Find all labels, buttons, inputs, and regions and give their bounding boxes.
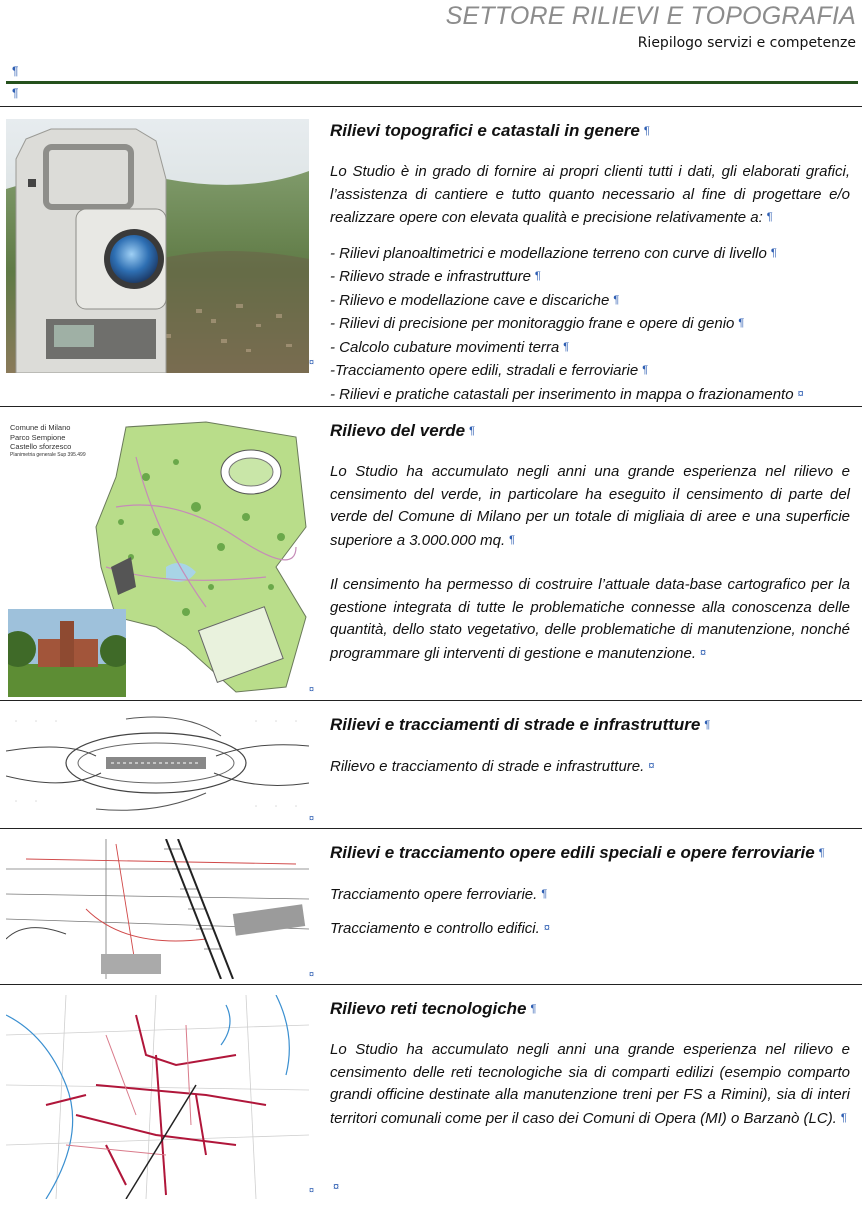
list-item: -Tracciamento opere edili, stradali e ferroviarie ¶ bbox=[330, 362, 649, 379]
section-paragraph: Lo Studio ha accumulato negli anni una grande esperienza nel rilievo e censimento delle reti tecnologiche sia di comparti edilizi (esempio comparto grandi officine destinate alla manutenzione treni per FS a Rimini), sia di interi territori comunali come per il caso dei Comuni di Opera (MI) o Barzanò (LC). ¶ bbox=[330, 1041, 850, 1127]
map-caption: Comune di Milano Parco Sempione Castello sforzesco Planimetria generale Sup 395.499 bbox=[10, 423, 86, 458]
section-row-networks bbox=[0, 984, 862, 1211]
section-text bbox=[330, 713, 850, 791]
cell-end-mark: ¤ bbox=[309, 969, 315, 979]
cell-end-mark: ¤ bbox=[309, 684, 315, 694]
road-drawing bbox=[6, 711, 309, 815]
section-paragraph: Lo Studio è in grado di fornire ai propri clienti tutti i dati, gli elaborati grafici, l’assistenza di cantiere e tutto quanto necessario al fine di progettare e/o realizzare opere con elevata qualità e precisione relativamente a: ¶ bbox=[330, 163, 850, 226]
cell-end-mark: ¤ bbox=[309, 1185, 315, 1195]
list-item: - Rilievo e modellazione cave e discariche ¶ bbox=[330, 291, 620, 309]
section-title: Rilievi topografici e catastali in genere ¶ bbox=[330, 121, 650, 140]
section-text bbox=[330, 419, 850, 677]
section-row-survey bbox=[0, 106, 862, 407]
list-item: - Rilievi di precisione per monitoraggio frane e opere di genio ¶ bbox=[330, 315, 745, 332]
section-text bbox=[330, 997, 850, 1142]
page-subtitle: Riepilogo servizi e competenze bbox=[637, 35, 856, 51]
castle-photo bbox=[8, 609, 126, 697]
header-rule bbox=[6, 81, 858, 84]
section-paragraph: Rilievo e tracciamento di strade e infrastrutture. ¤ bbox=[330, 758, 655, 775]
section-row-roads bbox=[0, 700, 862, 829]
list-item: - Rilievi planoaltimetrici e modellazione terreno con curve di livello ¶ bbox=[330, 244, 777, 262]
section-title: Rilievo reti tecnologiche ¶ bbox=[330, 999, 537, 1018]
service-list bbox=[330, 242, 850, 407]
section-paragraph: Lo Studio ha accumulato negli anni una grande esperienza nel rilievo e censimento del verde, in particolare ha eseguito il censimento di parte del verde del Comune di Milano per un totale di migliaia di aree e una superficie superiore a 3.000.000 mq. ¶ bbox=[330, 463, 850, 549]
list-item: - Rilievi e pratiche catastali per inserimento in mappa o frazionamento ¤ bbox=[330, 385, 804, 403]
paragraph-mark: ¶ bbox=[12, 86, 19, 100]
section-title: Rilievo del verde ¶ bbox=[330, 421, 476, 440]
section-row-railway bbox=[0, 828, 862, 985]
railway-drawing bbox=[6, 839, 309, 979]
section-title: Rilievi e tracciamenti di strade e infrastrutture ¶ bbox=[330, 715, 711, 734]
cell-end-mark: ¤ bbox=[333, 1181, 340, 1193]
page-title: SETTORE RILIEVI E TOPOGRAFIA bbox=[445, 2, 856, 30]
paragraph-mark: ¶ bbox=[12, 64, 19, 78]
section-title: Rilievi e tracciamento opere edili speciali e opere ferroviarie ¶ bbox=[330, 843, 825, 862]
cell-end-mark: ¤ bbox=[309, 813, 315, 823]
park-map-image bbox=[6, 417, 309, 697]
list-item: - Rilievo strade e infrastrutture ¶ bbox=[330, 268, 541, 285]
total-station-photo bbox=[6, 119, 309, 373]
networks-map bbox=[6, 995, 309, 1199]
section-row-green bbox=[0, 406, 862, 701]
cell-end-mark: ¤ bbox=[309, 357, 315, 367]
section-paragraph: Tracciamento e controllo edifici. ¤ bbox=[330, 919, 550, 937]
section-paragraph: Il censimento ha permesso di costruire l’attuale data-base cartografico per la gestione integrata di tutte le problematiche connesse alla conoscenza delle quantità, dello stato vegetativo, delle problematiche di manutenzione, nonché programmare gli interventi di gestione e manutenzione. ¤ bbox=[330, 576, 850, 662]
list-item: - Calcolo cubature movimenti terra ¶ bbox=[330, 338, 570, 356]
section-paragraph: Tracciamento opere ferroviarie. ¶ bbox=[330, 886, 548, 903]
section-text bbox=[330, 119, 850, 406]
section-text bbox=[330, 841, 850, 952]
